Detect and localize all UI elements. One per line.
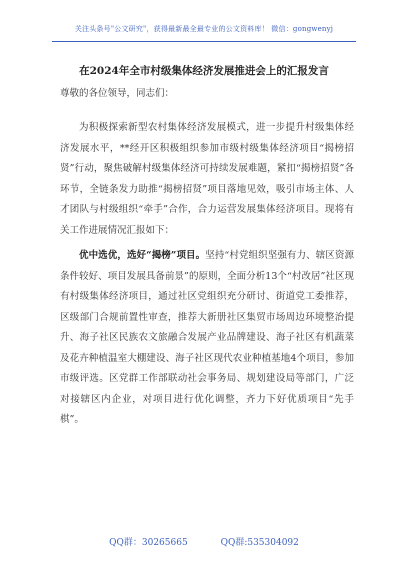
header-divider: [52, 41, 356, 42]
section-heading: 优中选优，选好“揭榜”项目。: [79, 250, 206, 261]
footer-qq-group-1: QQ群：30265665: [109, 538, 188, 548]
paragraph-section-1: [60, 246, 354, 431]
document-body: [60, 118, 354, 431]
document-title: 在2024年全市村级集体经济发展推进会上的汇报发言: [79, 65, 329, 77]
section-body: 坚持“村党组织坚强有力、辖区资源条件较好、项目发展具备前景”的原则，全面分析13个“村改居”社区现有村级集体经济项目，通过社区党组织充分研讨、街道党工委推荐，区级部门合规前置性审查，推荐大新册社区集贸市场周边环境整治提升、海子社区民族农文旅融合发展产业品牌建设、海子社区有机蔬菜及花卉种植温室大棚建设、海子社区现代农业种植基地4个项目，参加市级评选。区党群工作部联动社会事务局、规划建设局等部门，广泛对接辖区内企业，对项目进行优化调整，齐力下好优质项目“先手棋”。: [60, 250, 354, 425]
greeting: 尊敬的各位领导，同志们：: [60, 88, 175, 99]
footer-contacts: [0, 535, 408, 548]
paragraph-intro: 为积极探索新型农村集体经济发展模式，进一步提升村级集体经济发展水平，**经开区积极组织参加市级村级集体经济项目“揭榜招贤”行动，聚焦破解村级集体经济可持续发展难题，紧扣“揭榜招贤”各环节，全链条发力助推“揭榜招贤”项目落地见效，吸引市场主体、人才团队与村级组织“牵手”合作，合力运营发展集体经济项目。现将有关工作进展情况汇报如下：: [60, 122, 354, 236]
footer-qq-group-2: QQ群:535304092: [220, 538, 299, 548]
header-banner: 关注头条号"公文研究"，获得最新最全最专业的公文资料库！ 微信：gongwenyj: [74, 25, 334, 33]
